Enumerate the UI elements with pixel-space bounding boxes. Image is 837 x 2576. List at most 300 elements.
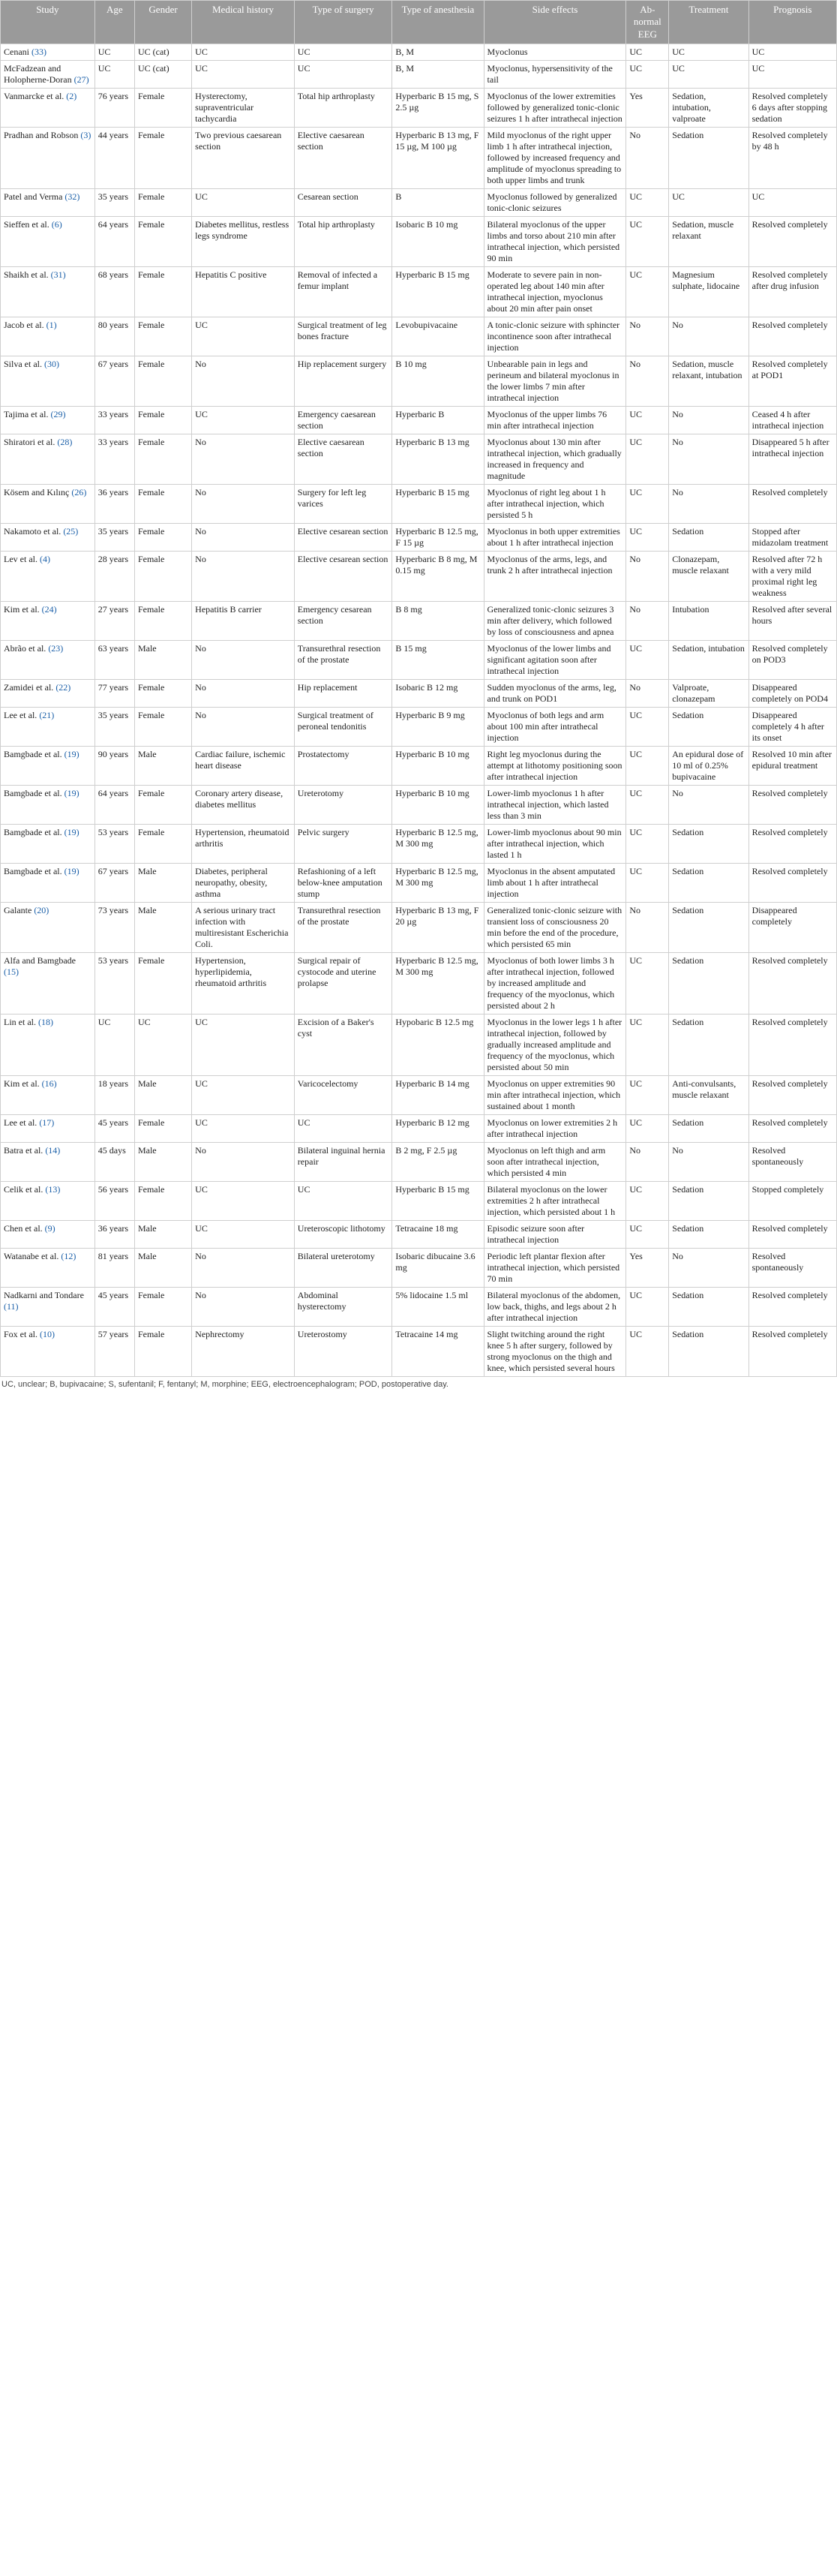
side-effects-cell: Bilateral myoclonus of the upper limbs and torso about 210 min after intrathecal injection, which persisted 90 min xyxy=(484,216,626,266)
treatment-cell: Sedation xyxy=(669,1014,748,1075)
table-row xyxy=(1,216,837,266)
prognosis-cell: Resolved completely 6 days after stopping sedation xyxy=(748,88,836,127)
anesthesia-cell: Isobaric B 10 mg xyxy=(392,216,484,266)
citation-link[interactable]: (19) xyxy=(64,865,80,876)
study-name: Alfa and Bamgbade xyxy=(4,954,76,966)
eeg-cell: UC xyxy=(626,484,669,523)
treatment-cell: No xyxy=(669,1248,748,1287)
anesthesia-cell: Hyperbaric B 13 mg, F 15 µg, M 100 µg xyxy=(392,127,484,188)
table-row xyxy=(1,785,837,824)
treatment-cell: No xyxy=(669,434,748,484)
table-row xyxy=(1,266,837,317)
study-name: Zamidei et al. xyxy=(4,681,54,693)
medical-history-cell: No xyxy=(192,484,295,523)
prognosis-cell: Stopped completely xyxy=(748,1181,836,1220)
study-name: Galante xyxy=(4,904,32,915)
medical-history-cell: Diabetes mellitus, restless legs syndrome xyxy=(192,216,295,266)
citation-link[interactable]: (1) xyxy=(46,319,57,330)
medical-history-cell: Diabetes, peripheral neuropathy, obesity, asthma xyxy=(192,863,295,902)
citation-link[interactable]: (29) xyxy=(50,408,66,419)
side-effects-cell: Myoclonus on lower extremities 2 h after intrathecal injection xyxy=(484,1114,626,1142)
study-cell xyxy=(1,707,95,746)
citation-link[interactable]: (24) xyxy=(41,603,57,615)
medical-history-cell: Nephrectomy xyxy=(192,1326,295,1376)
study-name: Nadkarni and Tondare xyxy=(4,1289,84,1300)
study-cell xyxy=(1,1114,95,1142)
side-effects-cell: Myoclonus of the upper limbs 76 min after intrathecal injection xyxy=(484,406,626,434)
study-cell xyxy=(1,216,95,266)
eeg-cell: UC xyxy=(626,707,669,746)
age-cell: 56 years xyxy=(94,1181,134,1220)
study-cell xyxy=(1,44,95,60)
table-row xyxy=(1,1326,837,1376)
side-effects-cell: Episodic seizure soon after intrathecal injection xyxy=(484,1220,626,1248)
study-name: Lee et al. xyxy=(4,1117,38,1128)
study-name: Bamgbade et al. xyxy=(4,865,62,876)
study-cell xyxy=(1,60,95,88)
eeg-cell: No xyxy=(626,551,669,601)
surgery-cell: Ureterotomy xyxy=(294,785,392,824)
gender-cell: Male xyxy=(134,746,191,785)
citation-link[interactable]: (31) xyxy=(50,269,66,280)
table-row xyxy=(1,640,837,679)
table-row xyxy=(1,1287,837,1326)
citation-link[interactable]: (19) xyxy=(64,787,80,798)
age-cell: 45 years xyxy=(94,1287,134,1326)
study-name: Bamgbade et al. xyxy=(4,748,62,759)
study-name: Bamgbade et al. xyxy=(4,826,62,837)
age-cell: 80 years xyxy=(94,317,134,356)
prognosis-cell: Resolved spontaneously xyxy=(748,1142,836,1181)
study-name: Kösem and Kılınç xyxy=(4,486,70,497)
eeg-cell: No xyxy=(626,679,669,707)
anesthesia-cell: B 15 mg xyxy=(392,640,484,679)
study-name: Cenani xyxy=(4,46,29,57)
medical-history-cell: Hepatitis B carrier xyxy=(192,601,295,640)
table-row xyxy=(1,824,837,863)
side-effects-cell: Lower-limb myoclonus 1 h after intrathecal injection, which lasted less than 3 min xyxy=(484,785,626,824)
gender-cell: UC xyxy=(134,1014,191,1075)
surgery-cell: Ureterostomy xyxy=(294,1326,392,1376)
age-cell: 45 years xyxy=(94,1114,134,1142)
age-cell: 76 years xyxy=(94,88,134,127)
study-name: Shaikh et al. xyxy=(4,269,49,280)
anesthesia-cell: 5% lidocaine 1.5 ml xyxy=(392,1287,484,1326)
medical-history-cell: Two previous caesarean section xyxy=(192,127,295,188)
citation-link[interactable]: (21) xyxy=(39,709,55,720)
study-name: Patel and Verma xyxy=(4,191,63,202)
study-name: Jacob et al. xyxy=(4,319,44,330)
side-effects-cell: Bilateral myoclonus on the lower extremities 2 h after intrathecal injection, which persisted about 1 h xyxy=(484,1181,626,1220)
gender-cell: Female xyxy=(134,406,191,434)
citation-link[interactable]: (18) xyxy=(38,1016,53,1027)
study-name: Lin et al. xyxy=(4,1016,36,1027)
study-cell xyxy=(1,188,95,216)
citation-link[interactable]: (16) xyxy=(41,1078,57,1089)
side-effects-cell: Myoclonus on left thigh and arm soon after intrathecal injection, which persisted 4 min xyxy=(484,1142,626,1181)
medical-history-cell: Coronary artery disease, diabetes mellitus xyxy=(192,785,295,824)
treatment-cell: Sedation, intubation, valproate xyxy=(669,88,748,127)
age-cell: 81 years xyxy=(94,1248,134,1287)
table-row xyxy=(1,746,837,785)
citation-link[interactable]: (11) xyxy=(4,1300,19,1312)
eeg-cell: UC xyxy=(626,523,669,551)
age-cell: 90 years xyxy=(94,746,134,785)
eeg-cell: UC xyxy=(626,785,669,824)
anesthesia-cell: B, M xyxy=(392,60,484,88)
prognosis-cell: UC xyxy=(748,44,836,60)
anesthesia-cell: Hyperbaric B 15 mg xyxy=(392,1181,484,1220)
table-row xyxy=(1,1114,837,1142)
table-row xyxy=(1,484,837,523)
citation-link[interactable]: (10) xyxy=(40,1328,55,1339)
prognosis-cell: Resolved spontaneously xyxy=(748,1248,836,1287)
surgery-cell: Surgical repair of cystocode and uterine prolapse xyxy=(294,952,392,1014)
eeg-cell: No xyxy=(626,127,669,188)
table-row xyxy=(1,88,837,127)
medical-history-cell: UC xyxy=(192,317,295,356)
study-cell xyxy=(1,434,95,484)
medical-history-cell: A serious urinary tract infection with multiresistant Escherichia Coli. xyxy=(192,902,295,952)
anesthesia-cell: Hyperbaric B 12.5 mg, M 300 mg xyxy=(392,824,484,863)
study-name: Abrão et al. xyxy=(4,642,46,654)
table-row xyxy=(1,1142,837,1181)
eeg-cell: No xyxy=(626,356,669,406)
treatment-cell: Sedation xyxy=(669,1326,748,1376)
study-name: Lev et al. xyxy=(4,553,38,564)
eeg-cell: No xyxy=(626,902,669,952)
study-cell xyxy=(1,785,95,824)
citation-link[interactable]: (15) xyxy=(4,966,19,977)
prognosis-cell: Resolved completely xyxy=(748,216,836,266)
table-row xyxy=(1,317,837,356)
gender-cell: Female xyxy=(134,601,191,640)
age-cell: 64 years xyxy=(94,216,134,266)
treatment-cell: Sedation, intubation xyxy=(669,640,748,679)
table-row xyxy=(1,902,837,952)
citation-link[interactable]: (12) xyxy=(61,1250,76,1261)
prognosis-cell: Disappeared completely on POD4 xyxy=(748,679,836,707)
treatment-cell: Sedation xyxy=(669,824,748,863)
side-effects-cell: Myoclonus in both upper extremities about 1 h after intrathecal injection xyxy=(484,523,626,551)
surgery-cell: Surgical treatment of leg bones fracture xyxy=(294,317,392,356)
prognosis-cell: Resolved completely xyxy=(748,952,836,1014)
citation-link[interactable]: (23) xyxy=(48,642,64,654)
anesthesia-cell: Hyperbaric B 8 mg, M 0.15 mg xyxy=(392,551,484,601)
study-name: Batra et al. xyxy=(4,1144,44,1156)
treatment-cell: Sedation xyxy=(669,952,748,1014)
eeg-cell: UC xyxy=(626,406,669,434)
citation-link[interactable]: (33) xyxy=(32,46,46,57)
study-cell xyxy=(1,679,95,707)
treatment-cell: Sedation xyxy=(669,1220,748,1248)
eeg-cell: UC xyxy=(626,1075,669,1114)
side-effects-cell: Slight twitching around the right knee 5 h after surgery, followed by strong myoclonus on the thigh and knee, which persisted several hours xyxy=(484,1326,626,1376)
anesthesia-cell: Hyperbaric B 13 mg xyxy=(392,434,484,484)
study-cell xyxy=(1,523,95,551)
citation-link[interactable]: (22) xyxy=(56,681,71,693)
eeg-cell: UC xyxy=(626,746,669,785)
medical-history-cell: No xyxy=(192,707,295,746)
treatment-cell: UC xyxy=(669,188,748,216)
surgery-cell: Elective cesarean section xyxy=(294,523,392,551)
gender-cell: Male xyxy=(134,1075,191,1114)
citation-link[interactable]: (19) xyxy=(64,826,80,837)
prognosis-cell: Stopped after midazolam treatment xyxy=(748,523,836,551)
age-cell: 73 years xyxy=(94,902,134,952)
table-row xyxy=(1,1181,837,1220)
prognosis-cell: Resolved after 72 h with a very mild proximal right leg weakness xyxy=(748,551,836,601)
study-name: Shiratori et al. xyxy=(4,436,56,447)
table-row xyxy=(1,1075,837,1114)
eeg-cell: UC xyxy=(626,188,669,216)
table-row xyxy=(1,523,837,551)
citation-link[interactable]: (20) xyxy=(34,904,50,915)
anesthesia-cell: Hyperbaric B 15 mg xyxy=(392,484,484,523)
study-cell xyxy=(1,640,95,679)
surgery-cell: Bilateral ureterotomy xyxy=(294,1248,392,1287)
anesthesia-cell: Hyperbaric B 12.5 mg, M 300 mg xyxy=(392,952,484,1014)
gender-cell: Female xyxy=(134,952,191,1014)
citation-link[interactable]: (28) xyxy=(57,436,73,447)
eeg-cell: No xyxy=(626,317,669,356)
citation-link[interactable]: (32) xyxy=(64,191,80,202)
study-name: Kim et al. xyxy=(4,603,40,615)
medical-history-cell: UC xyxy=(192,1075,295,1114)
study-cell xyxy=(1,317,95,356)
side-effects-cell: Myoclonus followed by generalized tonic-clonic seizures xyxy=(484,188,626,216)
table-row xyxy=(1,127,837,188)
prognosis-cell: Resolved completely xyxy=(748,1114,836,1142)
citation-link[interactable]: (9) xyxy=(44,1222,56,1234)
surgery-cell: Hip replacement surgery xyxy=(294,356,392,406)
study-name: McFadzean and Holopherne-Doran xyxy=(4,62,72,85)
study-name: Vanmarcke et al. xyxy=(4,90,64,101)
citation-link[interactable]: (4) xyxy=(39,553,50,564)
anesthesia-cell: Hyperbaric B 12.5 mg, M 300 mg xyxy=(392,863,484,902)
column-header: Side effects xyxy=(484,1,626,44)
surgery-cell: Bilateral inguinal hernia repair xyxy=(294,1142,392,1181)
gender-cell: Male xyxy=(134,640,191,679)
medical-history-cell: No xyxy=(192,1287,295,1326)
treatment-cell: Sedation, muscle relaxant xyxy=(669,216,748,266)
gender-cell: Female xyxy=(134,1326,191,1376)
anesthesia-cell: B xyxy=(392,188,484,216)
table-body xyxy=(1,44,837,1376)
side-effects-cell: A tonic-clonic seizure with sphincter incontinence soon after intrathecal injection xyxy=(484,317,626,356)
anesthesia-cell: B, M xyxy=(392,44,484,60)
study-cell xyxy=(1,356,95,406)
column-header: Type of anesthesia xyxy=(392,1,484,44)
medical-history-cell: Hepatitis C positive xyxy=(192,266,295,317)
surgery-cell: Hip replacement xyxy=(294,679,392,707)
study-cell xyxy=(1,406,95,434)
side-effects-cell: Periodic left plantar flexion after intrathecal injection, which persisted 70 min xyxy=(484,1248,626,1287)
study-name: Silva et al. xyxy=(4,358,42,369)
gender-cell: Female xyxy=(134,785,191,824)
eeg-cell: UC xyxy=(626,1114,669,1142)
gender-cell: Female xyxy=(134,551,191,601)
medical-history-cell: No xyxy=(192,551,295,601)
age-cell: 53 years xyxy=(94,952,134,1014)
age-cell: UC xyxy=(94,44,134,60)
gender-cell: Female xyxy=(134,434,191,484)
anesthesia-cell: Hyperbaric B 15 mg xyxy=(392,266,484,317)
table-row xyxy=(1,60,837,88)
study-cell xyxy=(1,1181,95,1220)
surgery-cell: Transurethral resection of the prostate xyxy=(294,902,392,952)
prognosis-cell: Disappeared completely 4 h after its onset xyxy=(748,707,836,746)
side-effects-cell: Mild myoclonus of the right upper limb 1 h after intrathecal injection, followed by increased frequency and amplitude of myoclonus spreading to both upper limbs and trunk xyxy=(484,127,626,188)
prognosis-cell: Resolved completely xyxy=(748,785,836,824)
age-cell: 35 years xyxy=(94,188,134,216)
citation-link[interactable]: (27) xyxy=(74,74,89,85)
surgery-cell: Elective cesarean section xyxy=(294,551,392,601)
surgery-cell: UC xyxy=(294,1114,392,1142)
age-cell: 67 years xyxy=(94,356,134,406)
side-effects-cell: Myoclonus of the lower extremities followed by generalized tonic-clonic seizures 1 h after intrathecal injection xyxy=(484,88,626,127)
surgery-cell: Excision of a Baker's cyst xyxy=(294,1014,392,1075)
table-row xyxy=(1,44,837,60)
citation-link[interactable]: (26) xyxy=(71,486,87,497)
medical-history-cell: Hypertension, hyperlipidemia, rheumatoid arthritis xyxy=(192,952,295,1014)
gender-cell: UC (cat) xyxy=(134,44,191,60)
gender-cell: Female xyxy=(134,1287,191,1326)
header-row xyxy=(1,1,837,44)
anesthesia-cell: Hyperbaric B 9 mg xyxy=(392,707,484,746)
age-cell: 77 years xyxy=(94,679,134,707)
treatment-cell: Sedation xyxy=(669,523,748,551)
treatment-cell: No xyxy=(669,785,748,824)
eeg-cell: UC xyxy=(626,434,669,484)
side-effects-cell: Myoclonus of both lower limbs 3 h after intrathecal injection, followed by increased amplitude and frequency of the myoclonus, which persisted about 2 h xyxy=(484,952,626,1014)
eeg-cell: No xyxy=(626,601,669,640)
surgery-cell: Emergency caesarean section xyxy=(294,406,392,434)
table-row xyxy=(1,406,837,434)
prognosis-cell: Resolved completely xyxy=(748,1014,836,1075)
citation-link[interactable]: (6) xyxy=(51,218,62,230)
surgery-cell: UC xyxy=(294,60,392,88)
surgery-cell: Elective caesarean section xyxy=(294,127,392,188)
study-name: Pradhan and Robson xyxy=(4,129,79,140)
side-effects-cell: Unbearable pain in legs and perineum and bilateral myoclonus in the lower limbs 7 min after intrathecal injection xyxy=(484,356,626,406)
surgery-cell: Prostatectomy xyxy=(294,746,392,785)
side-effects-cell: Right leg myoclonus during the attempt at lithotomy positioning soon after intrathecal injection xyxy=(484,746,626,785)
treatment-cell: Sedation xyxy=(669,863,748,902)
side-effects-cell: Generalized tonic-clonic seizures 3 min after delivery, which followed by loss of consciousness and apnea xyxy=(484,601,626,640)
eeg-cell: UC xyxy=(626,1220,669,1248)
side-effects-cell: Myoclonus on upper extremities 90 min after intrathecal injection, which sustained about 1 month xyxy=(484,1075,626,1114)
citation-link[interactable]: (19) xyxy=(64,748,80,759)
citation-link[interactable]: (17) xyxy=(39,1117,55,1128)
treatment-cell: No xyxy=(669,406,748,434)
medical-history-cell: UC xyxy=(192,60,295,88)
prognosis-cell: Resolved completely by 48 h xyxy=(748,127,836,188)
treatment-cell: No xyxy=(669,484,748,523)
eeg-cell: UC xyxy=(626,1287,669,1326)
column-header: Gender xyxy=(134,1,191,44)
age-cell: 44 years xyxy=(94,127,134,188)
medical-history-cell: No xyxy=(192,434,295,484)
medical-history-cell: No xyxy=(192,1248,295,1287)
study-name: Kim et al. xyxy=(4,1078,40,1089)
study-cell xyxy=(1,1075,95,1114)
gender-cell: Female xyxy=(134,523,191,551)
study-cell xyxy=(1,1287,95,1326)
anesthesia-cell: Hyperbaric B xyxy=(392,406,484,434)
study-name: Watanabe et al. xyxy=(4,1250,59,1261)
anesthesia-cell: Isobaric B 12 mg xyxy=(392,679,484,707)
prognosis-cell: Resolved completely on POD3 xyxy=(748,640,836,679)
study-cell xyxy=(1,902,95,952)
side-effects-cell: Moderate to severe pain in non-operated leg about 140 min after intrathecal injection, myoclonus about 20 min after pain onset xyxy=(484,266,626,317)
citation-link[interactable]: (3) xyxy=(80,129,92,140)
eeg-cell: UC xyxy=(626,824,669,863)
table-row xyxy=(1,1220,837,1248)
study-cell xyxy=(1,266,95,317)
treatment-cell: No xyxy=(669,317,748,356)
anesthesia-cell: B 8 mg xyxy=(392,601,484,640)
side-effects-cell: Myoclonus of the lower limbs and significant agitation soon after intrathecal injection xyxy=(484,640,626,679)
surgery-cell: Pelvic surgery xyxy=(294,824,392,863)
eeg-cell: UC xyxy=(626,266,669,317)
study-name: Lee et al. xyxy=(4,709,38,720)
age-cell: 63 years xyxy=(94,640,134,679)
citation-link[interactable]: (30) xyxy=(44,358,59,369)
eeg-cell: UC xyxy=(626,640,669,679)
treatment-cell: Sedation xyxy=(669,127,748,188)
gender-cell: Female xyxy=(134,824,191,863)
treatment-cell: Sedation xyxy=(669,1287,748,1326)
side-effects-cell: Sudden myoclonus of the arms, leg, and trunk on POD1 xyxy=(484,679,626,707)
study-name: Nakamoto et al. xyxy=(4,525,62,537)
citation-link[interactable]: (13) xyxy=(45,1183,61,1195)
side-effects-cell: Bilateral myoclonus of the abdomen, low back, thighs, and legs about 2 h after intrathecal injection xyxy=(484,1287,626,1326)
prognosis-cell: Disappeared completely xyxy=(748,902,836,952)
table-footnote: UC, unclear; B, bupivacaine; S, sufentanil; F, fentanyl; M, morphine; EEG, electroencephalogram; POD, postoperative day. xyxy=(2,1379,448,1389)
surgery-cell: Total hip arthroplasty xyxy=(294,88,392,127)
age-cell: UC xyxy=(94,1014,134,1075)
eeg-cell: UC xyxy=(626,1181,669,1220)
gender-cell: Female xyxy=(134,127,191,188)
column-header: Prognosis xyxy=(748,1,836,44)
eeg-cell: UC xyxy=(626,60,669,88)
gender-cell: Male xyxy=(134,902,191,952)
age-cell: UC xyxy=(94,60,134,88)
side-effects-cell: Myoclonus xyxy=(484,44,626,60)
treatment-cell: Sedation xyxy=(669,707,748,746)
citation-link[interactable]: (25) xyxy=(63,525,79,537)
gender-cell: Male xyxy=(134,1142,191,1181)
study-name: Bamgbade et al. xyxy=(4,787,62,798)
prognosis-cell: Resolved completely xyxy=(748,1220,836,1248)
eeg-cell: UC xyxy=(626,1014,669,1075)
study-cell xyxy=(1,127,95,188)
medical-history-cell: No xyxy=(192,356,295,406)
age-cell: 27 years xyxy=(94,601,134,640)
table-row xyxy=(1,1014,837,1075)
citation-link[interactable]: (2) xyxy=(66,90,77,101)
column-header: Medical history xyxy=(192,1,295,44)
treatment-cell: An epidural dose of 10 ml of 0.25% bupivacaine xyxy=(669,746,748,785)
anesthesia-cell: Hyperbaric B 15 mg, S 2.5 µg xyxy=(392,88,484,127)
treatment-cell: UC xyxy=(669,60,748,88)
citation-link[interactable]: (14) xyxy=(45,1144,61,1156)
eeg-cell: UC xyxy=(626,216,669,266)
column-header: Type of surgery xyxy=(294,1,392,44)
medical-history-cell: Hypertension, rheumatoid arthritis xyxy=(192,824,295,863)
anesthesia-cell: Hyperbaric B 10 mg xyxy=(392,785,484,824)
